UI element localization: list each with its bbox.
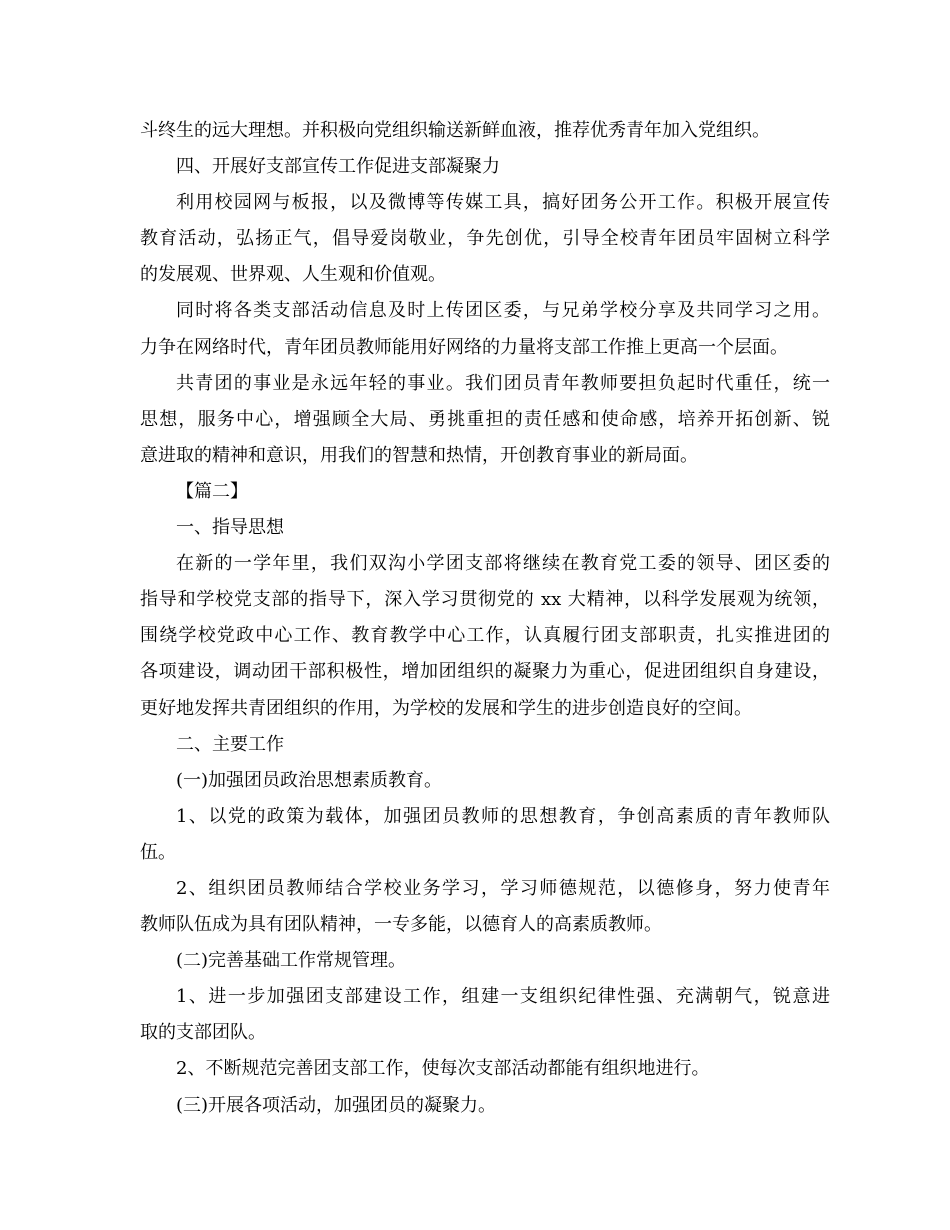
text-line: 更好地发挥共青团组织的作用，为学校的发展和学生的进步创造良好的空间。 — [140, 697, 752, 719]
text-line: 的发展观、世界观、人生观和价值观。 — [140, 264, 446, 286]
text-line: 2、不断规范完善团支部工作，使每次支部活动都能有组织地进行。 — [176, 1058, 710, 1080]
section-heading: 四、开展好支部宣传工作促进支部凝聚力 — [176, 156, 500, 178]
text-line: 教育活动，弘扬正气，倡导爱岗敬业，争先创优，引导全校青年团员牢固树立科学 — [140, 228, 830, 250]
text-line: 共青团的事业是永远年轻的事业。我们团员青年教师要担负起时代重任，统一 — [176, 372, 830, 394]
text-line: 伍。 — [140, 841, 176, 863]
text-line: 围绕学校党政中心工作、教育教学中心工作，认真履行团支部职责，扎实推进团的 — [140, 625, 830, 647]
text-line: 在新的一学年里，我们双沟小学团支部将继续在教育党工委的领导、团区委的 — [176, 553, 830, 575]
text-line: 1、进一步加强团支部建设工作，组建一支组织纪律性强、充满朝气，锐意进 — [176, 986, 830, 1008]
text-line: 思想，服务中心，增强顾全大局、勇挑重担的责任感和使命感，培养开拓创新、锐 — [140, 408, 830, 430]
text-line: 各项建设，调动团干部积极性，增加团组织的凝聚力为重心，促进团组织自身建设， — [140, 661, 830, 683]
text-line: 力争在网络时代，青年团员教师能用好网络的力量将支部工作推上更高一个层面。 — [140, 336, 788, 358]
text-line: 同时将各类支部活动信息及时上传团区委，与兄弟学校分享及共同学习之用。 — [176, 300, 830, 322]
subsection-heading: (三)开展各项活动，加强团员的凝聚力。 — [176, 1094, 497, 1116]
text-line: 指导和学校党支部的指导下，深入学习贯彻党的 xx 大精神，以科学发展观为统领， — [140, 589, 830, 611]
subsection-heading: (一)加强团员政治思想素质教育。 — [176, 769, 443, 791]
text-line: 2、组织团员教师结合学校业务学习，学习师德规范，以德修身，努力使青年 — [176, 877, 830, 899]
text-line: 意进取的精神和意识，用我们的智慧和热情，开创教育事业的新局面。 — [140, 444, 698, 466]
document-page — [140, 113, 830, 1124]
text-line: 取的支部团队。 — [140, 1022, 266, 1044]
text-line: 斗终生的远大理想。并积极向党组织输送新鲜血液，推荐优秀青年加入党组织。 — [140, 120, 770, 141]
part-heading: 【篇二】 — [176, 480, 248, 502]
text-line: 利用校园网与板报，以及微博等传媒工具，搞好团务公开工作。积极开展宣传 — [176, 192, 830, 214]
section-heading: 二、主要工作 — [176, 733, 284, 755]
text-line: 1、以党的政策为载体，加强团员教师的思想教育，争创高素质的青年教师队 — [176, 805, 830, 827]
subsection-heading: (二)完善基础工作常规管理。 — [176, 950, 407, 972]
text-line: 教师队伍成为具有团队精神，一专多能，以德育人的高素质教师。 — [140, 914, 662, 936]
section-heading: 一、指导思想 — [176, 517, 284, 539]
